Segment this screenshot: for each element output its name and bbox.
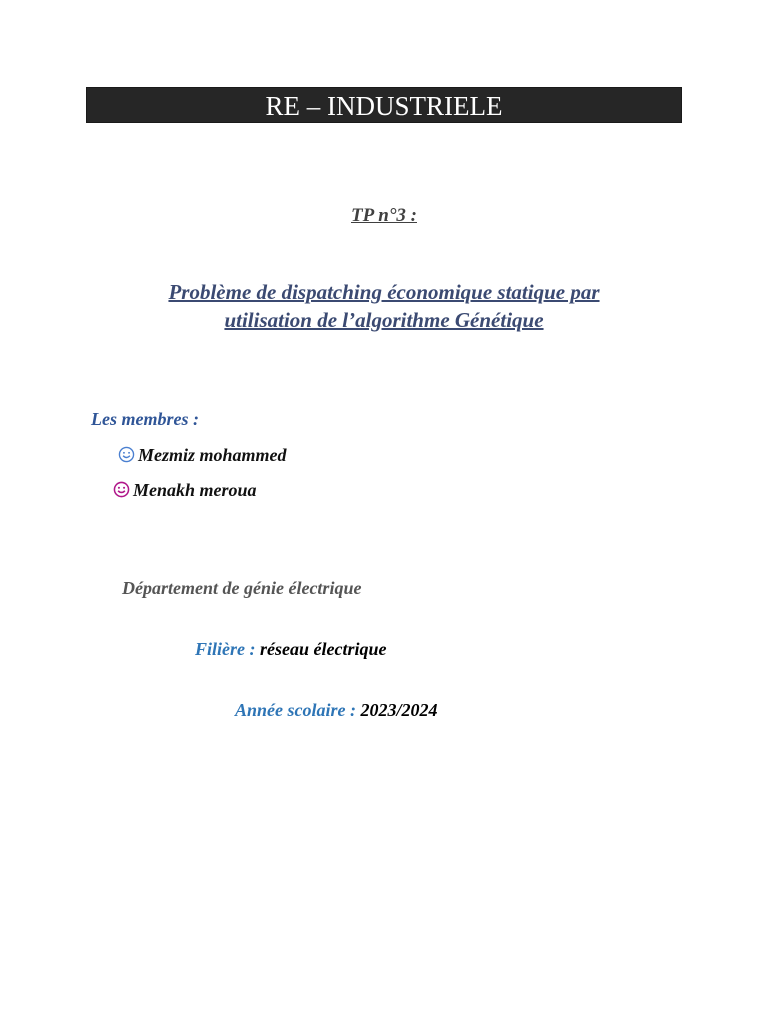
annee-value: 2023/2024 — [360, 700, 438, 720]
document-header-banner — [86, 87, 682, 123]
tp-title: TP n°3 : — [351, 205, 417, 226]
filiere-line — [195, 639, 386, 660]
member-item — [113, 480, 257, 501]
member-name: Mezmiz mohammed — [138, 445, 287, 465]
subject-title — [100, 278, 668, 334]
smiley-icon — [118, 446, 135, 463]
department-text: Département de génie électrique — [122, 578, 362, 598]
document-header-title: RE – INDUSTRIELE — [265, 91, 503, 121]
filiere-label: Filière : — [195, 639, 256, 659]
annee-line — [235, 700, 438, 721]
subject-line-2: utilisation de l’algorithme Génétique — [224, 308, 544, 332]
members-label: Les membres : — [91, 409, 199, 429]
member-item — [118, 445, 287, 466]
subject-line-1: Problème de dispatching économique statique par — [168, 280, 600, 304]
smiley-icon — [113, 481, 130, 498]
annee-label: Année scolaire : — [235, 700, 356, 720]
filiere-value: réseau électrique — [260, 639, 387, 659]
member-name: Menakh meroua — [133, 480, 257, 500]
